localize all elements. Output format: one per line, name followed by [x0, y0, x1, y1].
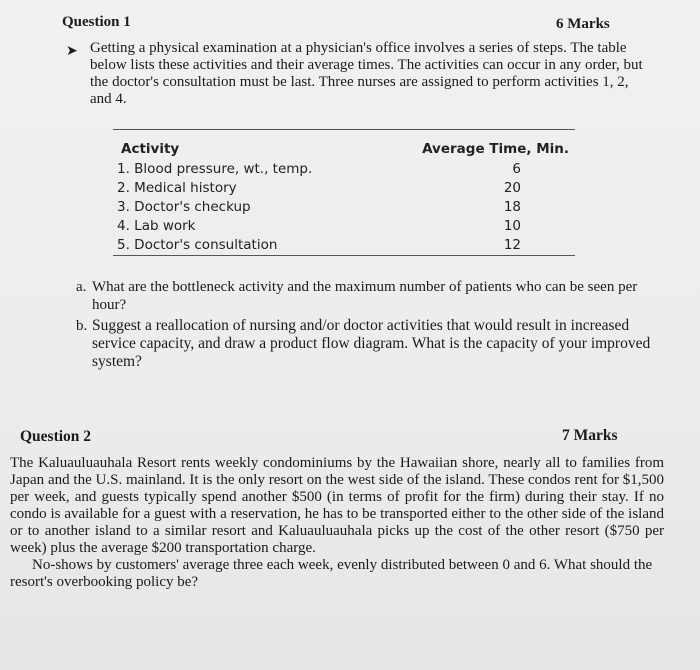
- part-a-label: a.: [76, 279, 87, 295]
- activity-cell: 5. Doctor's consultation: [117, 237, 278, 253]
- table-row: [117, 217, 577, 236]
- table-top-rule: [113, 129, 575, 130]
- table-row: [117, 160, 577, 179]
- activity-cell: 1. Blood pressure, wt., temp.: [117, 161, 313, 177]
- part-b-label: b.: [76, 318, 88, 334]
- activity-cell: 2. Medical history: [117, 180, 237, 196]
- activity-cell: 3. Doctor's checkup: [117, 199, 251, 215]
- question-2-body: [10, 455, 664, 591]
- question-1-intro: Getting a physical examination at a physician's office involves a series of steps. The table below lists these activities and their average times. The activities can occur in any order, but the doctor's consultation must be last. Three nurses are assigned to perform activities 1, 2, and 4.: [90, 40, 643, 107]
- table-header: [117, 138, 577, 160]
- part-b-text: Suggest a reallocation of nursing and/or doctor activities that would result in increased service capacity, and draw a product flow diagram. What is the capacity of your improved system?: [92, 317, 651, 370]
- arrow-bullet-icon: ➤: [66, 44, 78, 59]
- part-b: [76, 317, 656, 371]
- question-2-paragraph-1: The Kaluauluauhala Resort rents weekly condominiums by the Hawaiian shore, nearly all to families from Japan and the U.S. mainland. It is the only resort on the west side of the island. These condos rent for $1,500 per week, and guests typically spend another $500 (in terms of profit for the firm) during their stay. If no condo is available for a guest with a reservation, he has to be transported either to the other side of the island or to another island to a similar resort and Kaluauluauhala picks up the cost of the other resort ($750 per week) plus the average $200 transportation charge.: [10, 455, 664, 556]
- table-row: [117, 236, 577, 255]
- question-1-title: Question 1: [62, 14, 131, 30]
- activity-table: [117, 138, 577, 255]
- question-1-parts: [76, 278, 656, 374]
- part-a-text: What are the bottleneck activity and the maximum number of patients who can be seen per hour?: [92, 279, 638, 313]
- time-cell: 18: [503, 199, 521, 215]
- question-1-marks: 6 Marks: [556, 16, 610, 32]
- header-average-time: Average Time, Min.: [422, 141, 569, 157]
- question-2-marks: 7 Marks: [562, 427, 618, 444]
- question-2-title: Question 2: [20, 428, 92, 445]
- activity-cell: 4. Lab work: [117, 218, 196, 234]
- time-cell: 10: [503, 218, 521, 234]
- time-cell: 20: [503, 180, 521, 196]
- time-cell: 12: [503, 237, 521, 253]
- table-bottom-rule: [113, 255, 575, 256]
- time-cell: 6: [512, 161, 521, 177]
- table-row: [117, 198, 577, 217]
- header-activity: Activity: [121, 141, 180, 157]
- part-a: [76, 278, 656, 314]
- question-2-paragraph-2: No-shows by customers' average three each week, evenly distributed between 0 and 6. What should the resort's overbooking policy be?: [10, 557, 653, 590]
- table-row: [117, 179, 577, 198]
